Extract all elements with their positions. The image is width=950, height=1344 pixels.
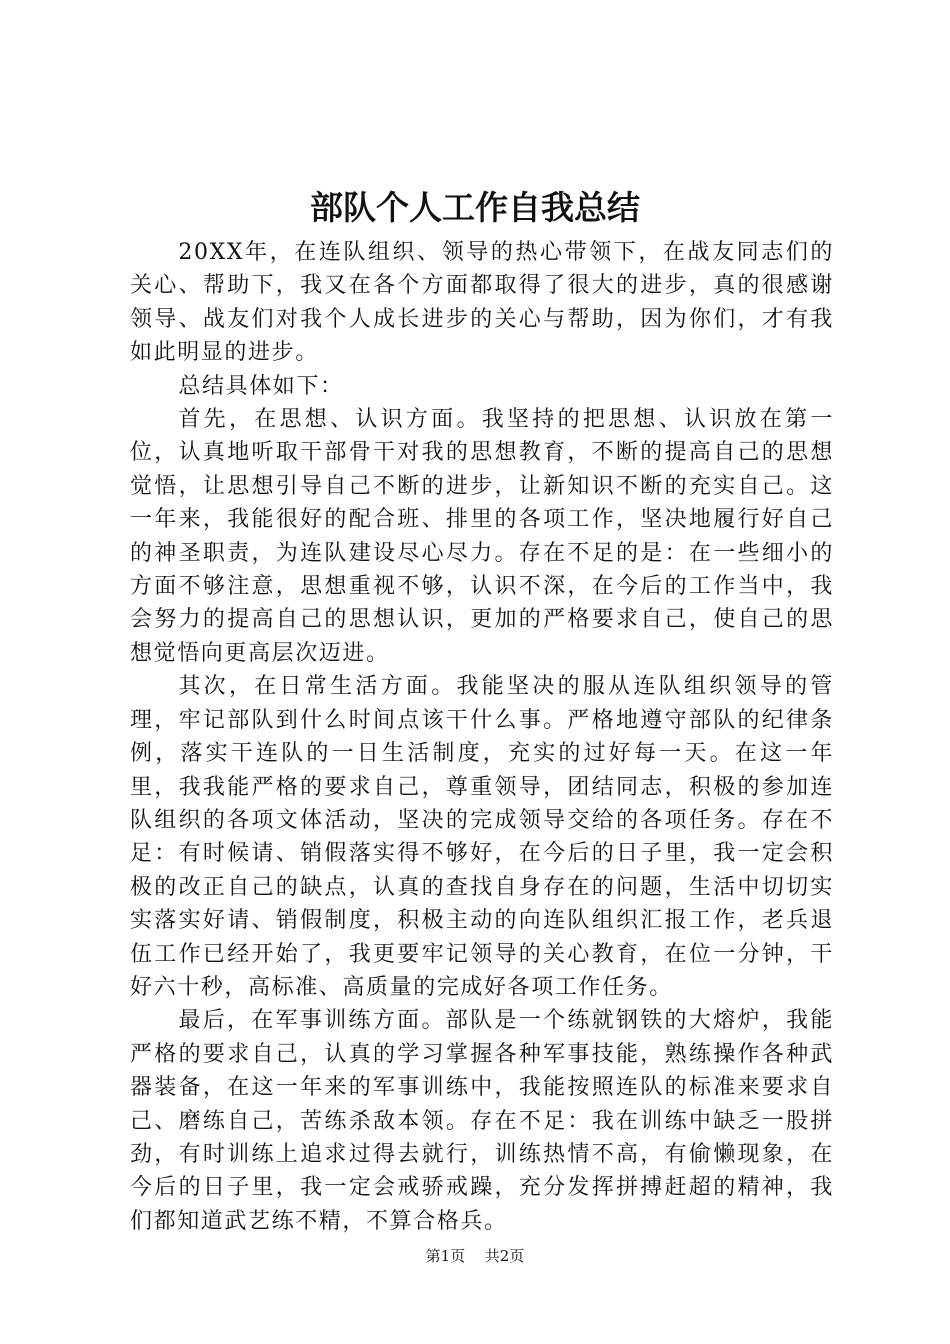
page-number-current: 第1页 (425, 1247, 466, 1265)
paragraph-intro: 20XX年，在连队组织、领导的热心带领下，在战友同志们的关心、帮助下，我又在各个方面都取得了很大的进步，真的很感谢领导、战友们对我个人成长进步的关心与帮助，因为你们，才有我如此明显的进步。 (130, 240, 834, 366)
document-title: 部队个人工作自我总结 (310, 188, 640, 227)
page-footer (0, 1245, 950, 1267)
paragraph-daily-life: 其次，在日常生活方面。我能坚决的服从连队组织领导的管理，牢记部队到什么时间点该干什么事。严格地遵守部队的纪律条例，落实干连队的一日生活制度，充实的过好每一天。在这一年里，我我能严格的要求自己，尊重领导，团结同志，积极的参加连队组织的各项文体活动，坚决的完成领导交给的各项任务。存在不足：有时候请、销假落实得不够好，在今后的日子里，我一定会积极的改正自己的缺点，认真的查找自身存在的问题，生活中切切实实落实好请、销假制度，积极主动的向连队组织汇报工作，老兵退伍工作已经开始了，我更要牢记领导的关心教育，在位一分钟，干好六十秒，高标准、高质量的完成好各项工作任务。 (130, 674, 834, 1000)
document-body (130, 236, 834, 1238)
paragraph-summary-lead: 总结具体如下： (178, 373, 344, 399)
paragraph-military-training: 最后，在军事训练方面。部队是一个练就钢铁的大熔炉，我能严格的要求自己，认真的学习掌握各种军事技能，熟练操作各种武器装备，在这一年来的军事训练中，我能按照连队的标准来要求自己、磨练自己，苦练杀敌本领。存在不足：我在训练中缺乏一股拼劲，有时训练上追求过得去就行，训练热情不高，有偷懒现象，在今后的日子里，我一定会戒骄戒躁，充分发挥拼搏赶超的精神，我们都知道武艺练不精，不算合格兵。 (130, 1008, 834, 1234)
page-number-total: 共2页 (484, 1247, 525, 1265)
paragraph-thought: 首先，在思想、认识方面。我坚持的把思想、认识放在第一位，认真地听取干部骨干对我的思想教育，不断的提高自己的思想觉悟，让思想引导自己不断的进步，让新知识不断的充实自己。这一年来，我能很好的配合班、排里的各项工作，坚决地履行好自己的神圣职责，为连队建设尽心尽力。存在不足的是：在一些细小的方面不够注意，思想重视不够，认识不深，在今后的工作当中，我会努力的提高自己的思想认识，更加的严格要求自己，使自己的思想觉悟向更高层次迈进。 (130, 407, 834, 666)
